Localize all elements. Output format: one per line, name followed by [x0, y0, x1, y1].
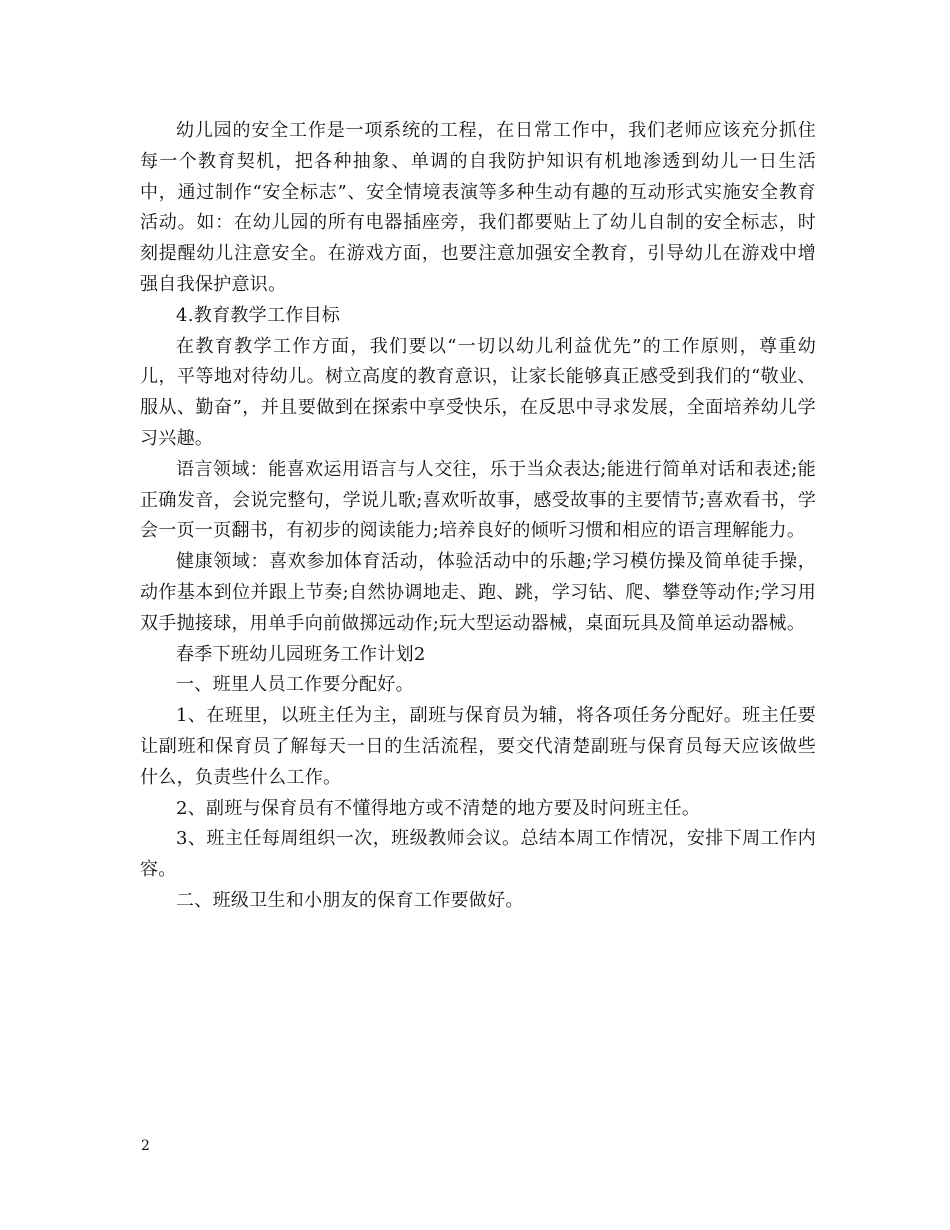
heading-teaching-goals: 4.教育教学工作目标 [176, 304, 341, 326]
document-body [140, 116, 816, 917]
heading-hygiene-care: 二、班级卫生和小朋友的保育工作要做好。 [176, 889, 524, 911]
paragraph-item-2: 2、副班与保育员有不懂得地方或不清楚的地方要及时问班主任。 [176, 797, 701, 819]
paragraph-teaching-principles: 在教育教学工作方面，我们要以“一切以幼儿利益优先”的工作原则，尊重幼儿，平等地对待幼儿。树立高度的教育意识，让家长能够真正感受到我们的“敬业、服从、勤奋”，并且要做到在探索中享受快乐，在反思中寻求发展，全面培养幼儿学习兴趣。 [140, 335, 816, 449]
paragraph-language-domain: 语言领域：能喜欢运用语言与人交往，乐于当众表达;能进行简单对话和表述;能正确发音，会说完整句，学说儿歌;喜欢听故事，感受故事的主要情节;喜欢看书，学会一页一页翻书，有初步的阅读能力;培养良好的倾听习惯和相应的语言理解能力。 [140, 458, 816, 542]
page-number: 2 [141, 1138, 150, 1154]
paragraph-item-1: 1、在班里，以班主任为主，副班与保育员为辅，将各项任务分配好。班主任要让副班和保育员了解每天一日的生活流程，要交代清楚副班与保育员每天应该做些什么，负责些什么工作。 [140, 705, 816, 788]
paragraph-item-3: 3、班主任每周组织一次，班级教师会议。总结本周工作情况，安排下周工作内容。 [140, 828, 816, 881]
heading-staff-assignment: 一、班里人员工作要分配好。 [176, 674, 414, 696]
section-title-plan-2: 春季下班幼儿园班务工作计划2 [176, 643, 426, 665]
paragraph-health-domain: 健康领域：喜欢参加体育活动，体验活动中的乐趣;学习模仿操及简单徒手操，动作基本到位并跟上节奏;自然协调地走、跑、跳，学习钻、爬、攀登等动作;学习用双手抛接球，用单手向前做掷远动作;玩大型运动器械，桌面玩具及简单运动器械。 [140, 551, 816, 634]
paragraph-safety-education: 幼儿园的安全工作是一项系统的工程，在日常工作中，我们老师应该充分抓住每一个教育契机，把各种抽象、单调的自我防护知识有机地渗透到幼儿一日生活中，通过制作“安全标志”、安全情境表演等多种生动有趣的互动形式实施安全教育活动。如：在幼儿园的所有电器插座旁，我们都要贴上了幼儿自制的安全标志，时刻提醒幼儿注意安全。在游戏方面，也要注意加强安全教育，引导幼儿在游戏中增强自我保护意识。 [140, 120, 816, 295]
